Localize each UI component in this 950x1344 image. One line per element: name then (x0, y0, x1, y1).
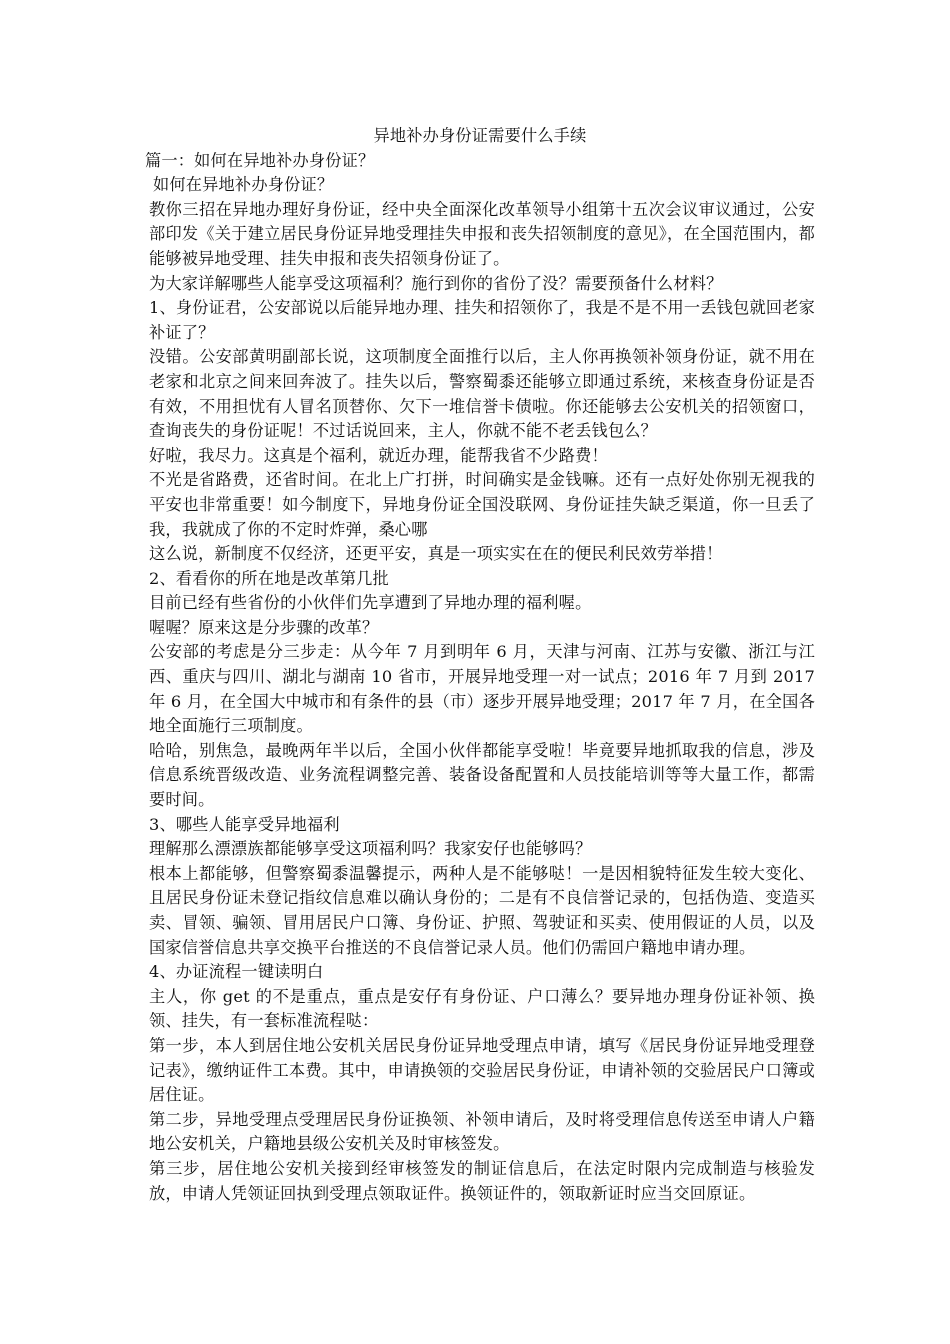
paragraph-step-3: 第三步，居住地公安机关接到经审核签发的制证信息后，在法定时限内完成制造与核验发放，申请人凭领证回执到受理点领取证件。换领证件的，领取新证时应当交回原证。 (149, 1158, 815, 1203)
paragraph-chapter-heading: 篇一：如何在异地补办身份证？ (145, 150, 375, 170)
paragraph-step-2: 第二步，异地受理点受理居民身份证换领、补领申请后，及时将受理信息传送至申请人户籍地公安机关，户籍地县级公安机关及时审核签发。 (149, 1109, 815, 1154)
document-page (145, 124, 815, 1206)
paragraph-step-1: 第一步，本人到居住地公安机关居民身份证异地受理点申请，填写《居民身份证异地受理登记表》，缴纳证件工本费。其中，申请换领的交验居民身份证，申请补领的交验居民户口簿或居住证。 (149, 1035, 815, 1105)
paragraph-question: 为大家详解哪些人能享受这项福利？施行到你的省份了没？需要预备什么材料？ (149, 273, 723, 293)
paragraph-body: 根本上都能够，但警察蜀黍温馨提示，两种人是不能够哒！一是因相貌特征发生较大变化、且居民身份证未登记指纹信息难以确认身份的；二是有不良信誉记录的，包括伪造、变造买卖、冒领、骗领、冒用居民户口簿、身份证、护照、驾驶证和买卖、使用假证的人员，以及国家信誉信息共享交换平台推送的不良信誉记录人员。他们仍需回户籍地申请办理。 (149, 863, 815, 957)
paragraph-body: 理解那么漂漂族都能够享受这项福利吗？我家安仔也能够吗？ (149, 839, 592, 859)
section-heading-1: 1、身份证君，公安部说以后能异地办理、挂失和招领你了，我是不是不用一丢钱包就回老家补证了？ (149, 298, 815, 342)
paragraph-body: 主人，你 get 的不是重点，重点是安仔有身份证、户口薄么？要异地办理身份证补领、换领、挂失，有一套标准流程哒： (149, 986, 815, 1031)
paragraph-body: 这么说，新制度不仅经济，还更平安，真是一项实实在在的便民利民效劳举措！ (149, 544, 723, 564)
paragraph-body: 公安部的考虑是分三步走：从今年 7 月到明年 6 月，天津与河南、江苏与安徽、浙江与江西、重庆与四川、湖北与湖南 10 省市，开展异地受理一对一试点；2016 年 7 月到 2017 年 6 月，在全国大中城市和有条件的县（市）逐步开展异地受理；2017 年 7 月，在全国各地全面施行三项制度。 (149, 642, 815, 736)
paragraph-body: 不光是省路费，还省时间。在北上广打拼，时间确实是金钱嘛。还有一点好处你别无视我的平安也非常重要！如今制度下，异地身份证全国没联网、身份证挂失缺乏渠道，你一旦丢了我，我就成了你的不定时炸弹，桑心哪 (149, 470, 815, 539)
section-heading-3: 3、哪些人能享受异地福利 (149, 814, 340, 834)
paragraph-body: 没错。公安部黄明副部长说，这项制度全面推行以后，主人你再换领补领身份证，就不用在老家和北京之间来回奔波了。挂失以后，警察蜀黍还能够立即通过系统，来核查身份证是否有效，不用担忧有人冒名顶替你、欠下一堆信誉卡债啦。你还能够去公安机关的招领窗口，查询丧失的身份证呢！不过话说回来，主人，你就不能不老丢钱包么？ (149, 347, 815, 441)
section-heading-4: 4、办证流程一键读明白 (149, 962, 324, 982)
paragraph-body: 目前已经有些省份的小伙伴们先享遭到了异地办理的福利喔。 (149, 593, 592, 613)
paragraph-body: 好啦，我尽力。这真是个福利，就近办理，能帮我省不少路费！ (149, 445, 608, 465)
paragraph-intro: 教你三招在异地办理好身份证，经中央全面深化改革领导小组第十五次会议审议通过，公安部印发《关于建立居民身份证异地受理挂失申报和丧失招领制度的意见》，在全国范围内，都能够被异地受理、挂失申报和丧失招领身份证了。 (149, 199, 815, 268)
section-heading-2: 2、看看你的所在地是改革第几批 (149, 568, 389, 588)
document-title: 异地补办身份证需要什么手续 (373, 126, 587, 145)
paragraph-subheading: 如何在异地补办身份证？ (153, 175, 334, 195)
paragraph-body: 哈哈，别焦急，最晚两年半以后，全国小伙伴都能享受啦！毕竟要异地抓取我的信息，涉及信息系统晋级改造、业务流程调整完善、装备设备配置和人员技能培训等等大量工作，都需要时间。 (149, 740, 815, 810)
paragraph-body: 喔喔？原来这是分步骤的改革？ (149, 617, 379, 637)
